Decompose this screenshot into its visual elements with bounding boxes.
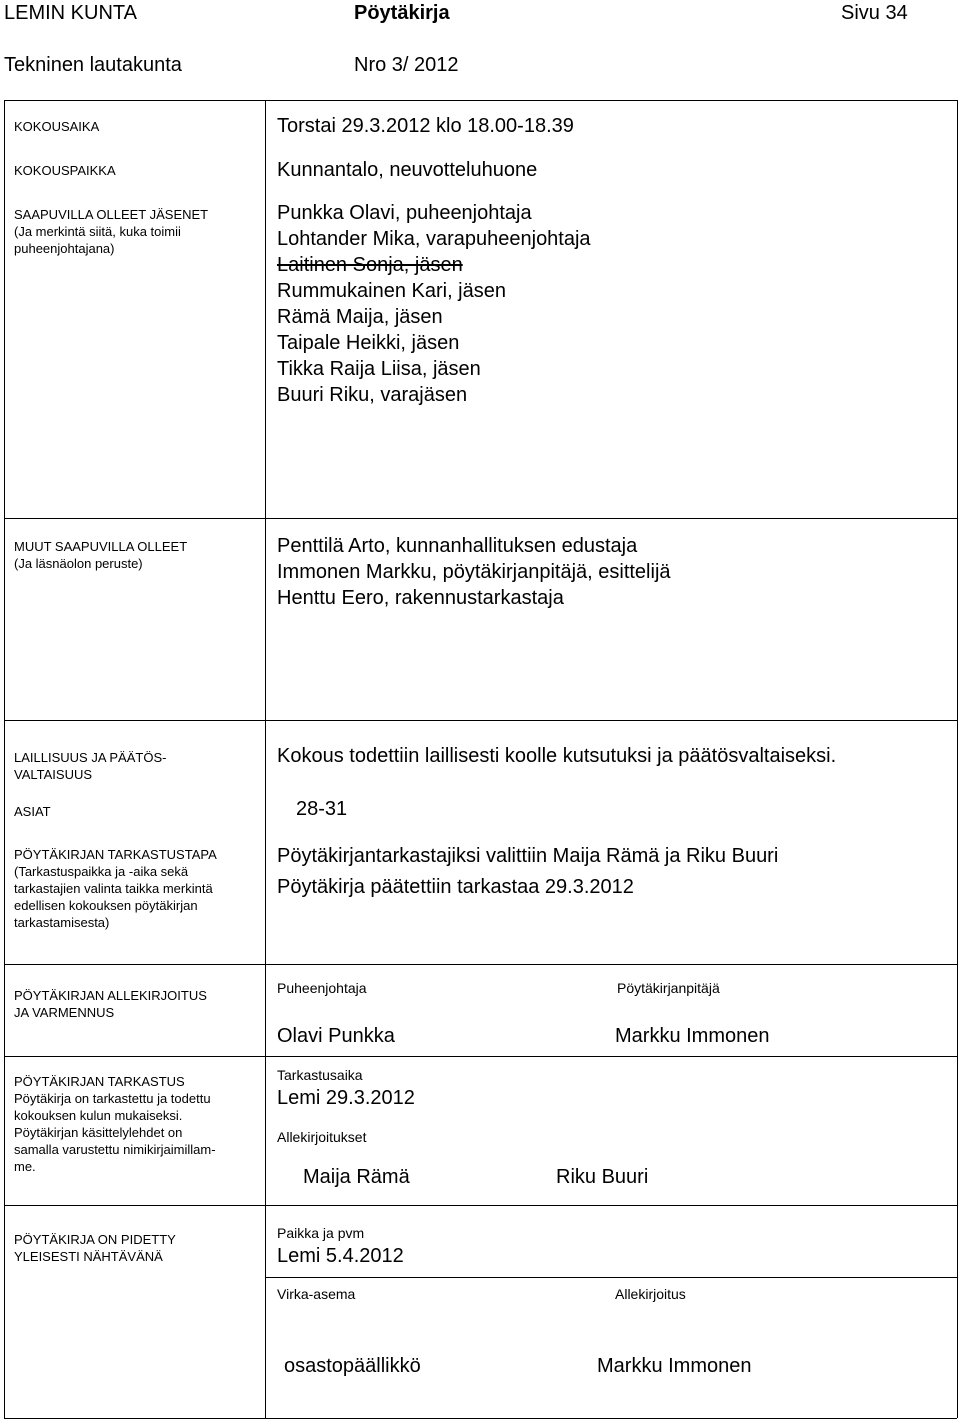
others-list xyxy=(277,533,671,611)
review-label-line: Pöytäkirja on tarkastettu ja todettu xyxy=(14,1091,211,1106)
signature-label-line: PÖYTÄKIRJAN ALLEKIRJOITUS xyxy=(14,988,207,1003)
review-label-line: kokouksen kulun mukaiseksi. xyxy=(14,1108,183,1123)
review-label-line: PÖYTÄKIRJAN TARKASTUS xyxy=(14,1074,185,1089)
legality-label xyxy=(14,749,166,783)
signature-field-label: Allekirjoitus xyxy=(615,1286,686,1302)
row-divider-3 xyxy=(4,964,957,965)
table-bottom-border xyxy=(4,1418,957,1419)
review-method-label-line: tarkastajien valinta taikka merkintä xyxy=(14,881,213,896)
others-label-line: (Ja läsnäolon peruste) xyxy=(14,556,143,571)
meeting-place-value: Kunnantalo, neuvotteluhuone xyxy=(277,159,538,181)
list-item: Lohtander Mika, varapuheenjohtaja xyxy=(277,228,591,250)
row-divider-5 xyxy=(4,1205,957,1206)
items-label: ASIAT xyxy=(14,804,51,819)
list-item: Rämä Maija, jäsen xyxy=(277,306,443,328)
review-label-line: Pöytäkirjan käsittelylehdet on xyxy=(14,1125,183,1140)
review-method-label-line: edellisen kokouksen pöytäkirjan xyxy=(14,898,198,913)
list-item: Penttilä Arto, kunnanhallituksen edustaja xyxy=(277,535,638,557)
reviewer-signature-2: Riku Buuri xyxy=(556,1166,649,1188)
row-divider-4 xyxy=(4,1056,957,1057)
list-item: Taipale Heikki, jäsen xyxy=(277,332,460,354)
chair-name: Olavi Punkka xyxy=(277,1025,395,1047)
table-right-border xyxy=(957,100,958,1418)
document-type: Pöytäkirja xyxy=(354,2,450,24)
chair-label: Puheenjohtaja xyxy=(277,980,367,996)
municipality-name: LEMIN KUNTA xyxy=(4,2,137,24)
list-item: Buuri Riku, varajäsen xyxy=(277,384,468,406)
review-time-label: Tarkastusaika xyxy=(277,1067,363,1083)
legality-label-line: LAILLISUUS JA PÄÄTÖS- xyxy=(14,750,167,765)
review-signatures-label: Allekirjoitukset xyxy=(277,1129,367,1145)
members-label xyxy=(14,206,208,257)
signature-field-value: Markku Immonen xyxy=(597,1355,752,1377)
items-value: 28-31 xyxy=(296,798,348,820)
position-value: osastopäällikkö xyxy=(284,1355,421,1377)
review-method-line: Pöytäkirjantarkastajiksi valittiin Maija Rämä ja Riku Buuri xyxy=(277,845,779,867)
list-item: Immonen Markku, pöytäkirjanpitäjä, esittelijä xyxy=(277,561,671,583)
members-label-line: (Ja merkintä siitä, kuka toimii xyxy=(14,224,181,239)
list-item: Rummukainen Kari, jäsen xyxy=(277,280,506,302)
table-top-border xyxy=(4,100,957,101)
signature-label xyxy=(14,987,207,1021)
column-divider xyxy=(265,100,266,1418)
list-item: Henttu Eero, rakennustarkastaja xyxy=(277,587,564,609)
meeting-time-value: Torstai 29.3.2012 klo 18.00-18.39 xyxy=(277,115,574,137)
review-method-label xyxy=(14,846,217,931)
row-divider-1 xyxy=(4,518,957,519)
place-date-label: Paikka ja pvm xyxy=(277,1225,365,1241)
review-label xyxy=(14,1073,216,1175)
document-number: Nro 3/ 2012 xyxy=(354,54,459,76)
legality-value: Kokous todettiin laillisesti koolle kutsutuksi ja päätösvaltaiseksi. xyxy=(277,745,837,767)
review-time-value: Lemi 29.3.2012 xyxy=(277,1087,415,1109)
review-method-text xyxy=(277,841,778,903)
signature-label-line: JA VARMENNUS xyxy=(14,1005,115,1020)
public-display-label-line: PÖYTÄKIRJA ON PIDETTY xyxy=(14,1232,176,1247)
public-display-label-line: YLEISESTI NÄHTÄVÄNÄ xyxy=(14,1249,163,1264)
table-left-border xyxy=(4,100,5,1418)
review-method-label-line: tarkastamisesta) xyxy=(14,915,110,930)
row-divider-2 xyxy=(4,720,957,721)
secretary-name: Markku Immonen xyxy=(615,1025,770,1047)
meeting-place-label: KOKOUSPAIKKA xyxy=(14,163,116,178)
page-number: Sivu 34 xyxy=(841,2,908,24)
legality-label-line: VALTAISUUS xyxy=(14,767,93,782)
review-label-line: samalla varustettu nimikirjaimillam- xyxy=(14,1142,216,1157)
others-label-line: MUUT SAAPUVILLA OLLEET xyxy=(14,539,188,554)
members-list xyxy=(277,200,591,408)
reviewer-signature-1: Maija Rämä xyxy=(303,1166,410,1188)
review-method-line: Pöytäkirja päätettiin tarkastaa 29.3.2012 xyxy=(277,876,634,898)
review-method-label-line: (Tarkastuspaikka ja -aika sekä xyxy=(14,864,189,879)
list-item: Tikka Raija Liisa, jäsen xyxy=(277,358,481,380)
review-method-label-line: PÖYTÄKIRJAN TARKASTUSTAPA xyxy=(14,847,217,862)
public-display-label xyxy=(14,1231,176,1265)
others-label xyxy=(14,538,187,572)
members-label-line: SAAPUVILLA OLLEET JÄSENET xyxy=(14,207,209,222)
list-item-struck: Laitinen Sonja, jäsen xyxy=(277,254,463,276)
row-divider-6 xyxy=(265,1277,957,1278)
members-label-line: puheenjohtajana) xyxy=(14,241,115,256)
review-label-line: me. xyxy=(14,1159,36,1174)
secretary-label: Pöytäkirjanpitäjä xyxy=(617,980,720,996)
place-date-value: Lemi 5.4.2012 xyxy=(277,1245,404,1267)
meeting-time-label: KOKOUSAIKA xyxy=(14,119,100,134)
position-label: Virka-asema xyxy=(277,1286,356,1302)
list-item: Punkka Olavi, puheenjohtaja xyxy=(277,202,532,224)
committee-name: Tekninen lautakunta xyxy=(4,54,182,76)
